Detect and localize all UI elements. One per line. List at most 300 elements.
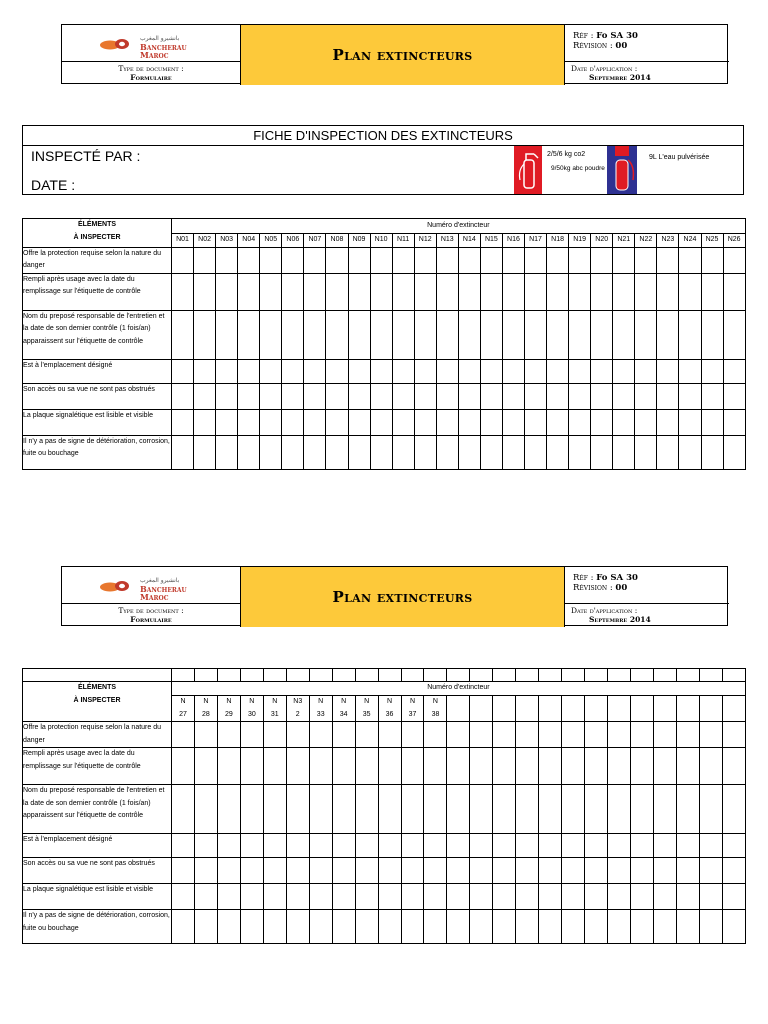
- check-cell[interactable]: [539, 910, 562, 944]
- check-cell[interactable]: [263, 884, 286, 910]
- blank-cell[interactable]: [263, 669, 286, 682]
- check-cell[interactable]: [613, 359, 635, 383]
- check-cell[interactable]: [240, 748, 263, 785]
- check-cell[interactable]: [217, 858, 240, 884]
- check-cell[interactable]: [722, 884, 745, 910]
- check-cell[interactable]: [585, 834, 608, 858]
- check-cell[interactable]: [378, 884, 401, 910]
- check-cell[interactable]: [585, 785, 608, 834]
- check-cell[interactable]: [326, 247, 348, 273]
- check-cell[interactable]: [401, 834, 424, 858]
- check-cell[interactable]: [447, 834, 470, 858]
- check-cell[interactable]: [194, 785, 217, 834]
- check-cell[interactable]: [194, 834, 217, 858]
- check-cell[interactable]: [679, 383, 701, 409]
- check-cell[interactable]: [348, 310, 370, 359]
- check-cell[interactable]: [348, 435, 370, 469]
- check-cell[interactable]: [309, 910, 332, 944]
- blank-cell[interactable]: [699, 669, 722, 682]
- check-cell[interactable]: [348, 359, 370, 383]
- check-cell[interactable]: [436, 383, 458, 409]
- blank-cell[interactable]: [355, 669, 378, 682]
- check-cell[interactable]: [414, 359, 436, 383]
- check-cell[interactable]: [216, 383, 238, 409]
- check-cell[interactable]: [547, 383, 569, 409]
- check-cell[interactable]: [679, 273, 701, 310]
- blank-cell[interactable]: [332, 669, 355, 682]
- check-cell[interactable]: [304, 247, 326, 273]
- check-cell[interactable]: [401, 884, 424, 910]
- check-cell[interactable]: [723, 359, 745, 383]
- check-cell[interactable]: [539, 748, 562, 785]
- check-cell[interactable]: [172, 247, 194, 273]
- check-cell[interactable]: [263, 722, 286, 748]
- check-cell[interactable]: [635, 359, 657, 383]
- check-cell[interactable]: [585, 910, 608, 944]
- blank-cell[interactable]: [676, 669, 699, 682]
- check-cell[interactable]: [378, 834, 401, 858]
- blank-cell[interactable]: [516, 669, 539, 682]
- check-cell[interactable]: [263, 785, 286, 834]
- check-cell[interactable]: [631, 785, 654, 834]
- check-cell[interactable]: [635, 435, 657, 469]
- check-cell[interactable]: [282, 383, 304, 409]
- check-cell[interactable]: [613, 409, 635, 435]
- blank-cell[interactable]: [401, 669, 424, 682]
- check-cell[interactable]: [585, 858, 608, 884]
- check-cell[interactable]: [525, 435, 547, 469]
- check-cell[interactable]: [470, 884, 493, 910]
- check-cell[interactable]: [502, 273, 524, 310]
- check-cell[interactable]: [309, 834, 332, 858]
- check-cell[interactable]: [447, 785, 470, 834]
- check-cell[interactable]: [654, 785, 677, 834]
- check-cell[interactable]: [172, 834, 195, 858]
- check-cell[interactable]: [539, 858, 562, 884]
- check-cell[interactable]: [631, 834, 654, 858]
- check-cell[interactable]: [240, 722, 263, 748]
- check-cell[interactable]: [631, 748, 654, 785]
- check-cell[interactable]: [260, 409, 282, 435]
- check-cell[interactable]: [676, 858, 699, 884]
- check-cell[interactable]: [378, 748, 401, 785]
- check-cell[interactable]: [654, 910, 677, 944]
- check-cell[interactable]: [355, 748, 378, 785]
- check-cell[interactable]: [240, 910, 263, 944]
- blank-cell[interactable]: [309, 669, 332, 682]
- check-cell[interactable]: [591, 310, 613, 359]
- check-cell[interactable]: [326, 310, 348, 359]
- check-cell[interactable]: [172, 359, 194, 383]
- check-cell[interactable]: [194, 383, 216, 409]
- check-cell[interactable]: [355, 834, 378, 858]
- check-cell[interactable]: [332, 858, 355, 884]
- check-cell[interactable]: [676, 785, 699, 834]
- check-cell[interactable]: [480, 359, 502, 383]
- check-cell[interactable]: [502, 383, 524, 409]
- check-cell[interactable]: [194, 884, 217, 910]
- check-cell[interactable]: [608, 834, 631, 858]
- check-cell[interactable]: [547, 273, 569, 310]
- check-cell[interactable]: [608, 748, 631, 785]
- check-cell[interactable]: [194, 310, 216, 359]
- check-cell[interactable]: [502, 359, 524, 383]
- check-cell[interactable]: [613, 247, 635, 273]
- check-cell[interactable]: [326, 409, 348, 435]
- check-cell[interactable]: [480, 409, 502, 435]
- check-cell[interactable]: [525, 273, 547, 310]
- check-cell[interactable]: [309, 748, 332, 785]
- blank-cell[interactable]: [217, 669, 240, 682]
- check-cell[interactable]: [238, 273, 260, 310]
- check-cell[interactable]: [370, 435, 392, 469]
- check-cell[interactable]: [370, 383, 392, 409]
- check-cell[interactable]: [194, 722, 217, 748]
- check-cell[interactable]: [480, 310, 502, 359]
- check-cell[interactable]: [569, 435, 591, 469]
- check-cell[interactable]: [657, 359, 679, 383]
- check-cell[interactable]: [355, 722, 378, 748]
- blank-cell[interactable]: [562, 669, 585, 682]
- check-cell[interactable]: [654, 748, 677, 785]
- check-cell[interactable]: [458, 310, 480, 359]
- check-cell[interactable]: [657, 409, 679, 435]
- check-cell[interactable]: [414, 310, 436, 359]
- check-cell[interactable]: [480, 273, 502, 310]
- check-cell[interactable]: [722, 785, 745, 834]
- check-cell[interactable]: [701, 273, 723, 310]
- check-cell[interactable]: [591, 383, 613, 409]
- check-cell[interactable]: [723, 273, 745, 310]
- check-cell[interactable]: [309, 884, 332, 910]
- check-cell[interactable]: [304, 273, 326, 310]
- check-cell[interactable]: [392, 409, 414, 435]
- check-cell[interactable]: [282, 247, 304, 273]
- check-cell[interactable]: [635, 383, 657, 409]
- check-cell[interactable]: [392, 273, 414, 310]
- check-cell[interactable]: [240, 884, 263, 910]
- check-cell[interactable]: [240, 785, 263, 834]
- check-cell[interactable]: [238, 359, 260, 383]
- check-cell[interactable]: [547, 247, 569, 273]
- check-cell[interactable]: [172, 722, 195, 748]
- check-cell[interactable]: [401, 748, 424, 785]
- check-cell[interactable]: [217, 785, 240, 834]
- check-cell[interactable]: [562, 884, 585, 910]
- check-cell[interactable]: [263, 834, 286, 858]
- check-cell[interactable]: [172, 785, 195, 834]
- check-cell[interactable]: [447, 722, 470, 748]
- check-cell[interactable]: [525, 359, 547, 383]
- check-cell[interactable]: [631, 884, 654, 910]
- check-cell[interactable]: [424, 748, 447, 785]
- check-cell[interactable]: [392, 310, 414, 359]
- check-cell[interactable]: [470, 910, 493, 944]
- check-cell[interactable]: [332, 748, 355, 785]
- check-cell[interactable]: [470, 785, 493, 834]
- check-cell[interactable]: [493, 722, 516, 748]
- check-cell[interactable]: [414, 247, 436, 273]
- check-cell[interactable]: [355, 785, 378, 834]
- check-cell[interactable]: [657, 383, 679, 409]
- blank-cell[interactable]: [194, 669, 217, 682]
- check-cell[interactable]: [194, 910, 217, 944]
- check-cell[interactable]: [569, 247, 591, 273]
- check-cell[interactable]: [608, 722, 631, 748]
- check-cell[interactable]: [332, 884, 355, 910]
- blank-cell[interactable]: [447, 669, 470, 682]
- check-cell[interactable]: [502, 409, 524, 435]
- check-cell[interactable]: [436, 273, 458, 310]
- check-cell[interactable]: [414, 383, 436, 409]
- check-cell[interactable]: [378, 910, 401, 944]
- blank-cell[interactable]: [493, 669, 516, 682]
- check-cell[interactable]: [263, 910, 286, 944]
- check-cell[interactable]: [172, 383, 194, 409]
- check-cell[interactable]: [722, 748, 745, 785]
- check-cell[interactable]: [569, 273, 591, 310]
- check-cell[interactable]: [470, 858, 493, 884]
- check-cell[interactable]: [370, 273, 392, 310]
- check-cell[interactable]: [282, 273, 304, 310]
- check-cell[interactable]: [401, 785, 424, 834]
- check-cell[interactable]: [370, 247, 392, 273]
- check-cell[interactable]: [348, 383, 370, 409]
- check-cell[interactable]: [657, 435, 679, 469]
- check-cell[interactable]: [679, 435, 701, 469]
- check-cell[interactable]: [722, 834, 745, 858]
- check-cell[interactable]: [547, 359, 569, 383]
- check-cell[interactable]: [502, 247, 524, 273]
- check-cell[interactable]: [401, 722, 424, 748]
- check-cell[interactable]: [194, 247, 216, 273]
- check-cell[interactable]: [216, 247, 238, 273]
- check-cell[interactable]: [631, 722, 654, 748]
- check-cell[interactable]: [723, 310, 745, 359]
- check-cell[interactable]: [516, 884, 539, 910]
- check-cell[interactable]: [309, 785, 332, 834]
- check-cell[interactable]: [585, 722, 608, 748]
- check-cell[interactable]: [701, 247, 723, 273]
- blank-cell[interactable]: [470, 669, 493, 682]
- check-cell[interactable]: [676, 884, 699, 910]
- check-cell[interactable]: [216, 435, 238, 469]
- check-cell[interactable]: [525, 310, 547, 359]
- check-cell[interactable]: [635, 273, 657, 310]
- check-cell[interactable]: [458, 409, 480, 435]
- check-cell[interactable]: [282, 409, 304, 435]
- check-cell[interactable]: [326, 383, 348, 409]
- check-cell[interactable]: [172, 273, 194, 310]
- check-cell[interactable]: [436, 409, 458, 435]
- blank-cell[interactable]: [722, 669, 745, 682]
- check-cell[interactable]: [631, 858, 654, 884]
- check-cell[interactable]: [502, 310, 524, 359]
- check-cell[interactable]: [654, 858, 677, 884]
- check-cell[interactable]: [676, 722, 699, 748]
- check-cell[interactable]: [436, 310, 458, 359]
- check-cell[interactable]: [286, 884, 309, 910]
- check-cell[interactable]: [547, 409, 569, 435]
- check-cell[interactable]: [701, 435, 723, 469]
- blank-cell[interactable]: [378, 669, 401, 682]
- check-cell[interactable]: [569, 359, 591, 383]
- check-cell[interactable]: [424, 858, 447, 884]
- check-cell[interactable]: [657, 273, 679, 310]
- check-cell[interactable]: [194, 359, 216, 383]
- check-cell[interactable]: [424, 785, 447, 834]
- check-cell[interactable]: [608, 858, 631, 884]
- check-cell[interactable]: [723, 435, 745, 469]
- check-cell[interactable]: [493, 748, 516, 785]
- check-cell[interactable]: [309, 858, 332, 884]
- check-cell[interactable]: [657, 310, 679, 359]
- check-cell[interactable]: [654, 722, 677, 748]
- check-cell[interactable]: [332, 910, 355, 944]
- check-cell[interactable]: [613, 273, 635, 310]
- check-cell[interactable]: [679, 247, 701, 273]
- check-cell[interactable]: [516, 785, 539, 834]
- blank-cell[interactable]: [286, 669, 309, 682]
- check-cell[interactable]: [263, 748, 286, 785]
- check-cell[interactable]: [525, 247, 547, 273]
- check-cell[interactable]: [172, 748, 195, 785]
- check-cell[interactable]: [378, 858, 401, 884]
- check-cell[interactable]: [332, 722, 355, 748]
- check-cell[interactable]: [516, 858, 539, 884]
- check-cell[interactable]: [194, 435, 216, 469]
- check-cell[interactable]: [282, 310, 304, 359]
- check-cell[interactable]: [447, 910, 470, 944]
- check-cell[interactable]: [378, 785, 401, 834]
- check-cell[interactable]: [608, 884, 631, 910]
- check-cell[interactable]: [238, 247, 260, 273]
- check-cell[interactable]: [240, 834, 263, 858]
- check-cell[interactable]: [699, 834, 722, 858]
- check-cell[interactable]: [679, 310, 701, 359]
- check-cell[interactable]: [569, 310, 591, 359]
- check-cell[interactable]: [392, 383, 414, 409]
- check-cell[interactable]: [591, 247, 613, 273]
- check-cell[interactable]: [216, 273, 238, 310]
- check-cell[interactable]: [679, 409, 701, 435]
- check-cell[interactable]: [447, 858, 470, 884]
- check-cell[interactable]: [699, 910, 722, 944]
- check-cell[interactable]: [217, 910, 240, 944]
- check-cell[interactable]: [286, 748, 309, 785]
- check-cell[interactable]: [401, 910, 424, 944]
- check-cell[interactable]: [309, 722, 332, 748]
- blank-cell[interactable]: [424, 669, 447, 682]
- check-cell[interactable]: [493, 910, 516, 944]
- check-cell[interactable]: [569, 383, 591, 409]
- check-cell[interactable]: [286, 834, 309, 858]
- check-cell[interactable]: [216, 310, 238, 359]
- check-cell[interactable]: [332, 834, 355, 858]
- check-cell[interactable]: [326, 273, 348, 310]
- check-cell[interactable]: [723, 409, 745, 435]
- check-cell[interactable]: [217, 834, 240, 858]
- check-cell[interactable]: [676, 748, 699, 785]
- check-cell[interactable]: [260, 247, 282, 273]
- check-cell[interactable]: [424, 910, 447, 944]
- check-cell[interactable]: [414, 435, 436, 469]
- check-cell[interactable]: [260, 273, 282, 310]
- check-cell[interactable]: [699, 785, 722, 834]
- check-cell[interactable]: [562, 910, 585, 944]
- blank-cell[interactable]: [172, 669, 195, 682]
- check-cell[interactable]: [516, 748, 539, 785]
- check-cell[interactable]: [378, 722, 401, 748]
- check-cell[interactable]: [238, 310, 260, 359]
- check-cell[interactable]: [654, 884, 677, 910]
- check-cell[interactable]: [480, 435, 502, 469]
- check-cell[interactable]: [286, 910, 309, 944]
- check-cell[interactable]: [172, 310, 194, 359]
- check-cell[interactable]: [304, 435, 326, 469]
- check-cell[interactable]: [194, 858, 217, 884]
- check-cell[interactable]: [172, 910, 195, 944]
- check-cell[interactable]: [260, 310, 282, 359]
- check-cell[interactable]: [562, 858, 585, 884]
- check-cell[interactable]: [547, 310, 569, 359]
- check-cell[interactable]: [493, 785, 516, 834]
- check-cell[interactable]: [194, 748, 217, 785]
- check-cell[interactable]: [238, 409, 260, 435]
- check-cell[interactable]: [502, 435, 524, 469]
- check-cell[interactable]: [217, 884, 240, 910]
- check-cell[interactable]: [392, 247, 414, 273]
- check-cell[interactable]: [470, 722, 493, 748]
- blank-cell[interactable]: [608, 669, 631, 682]
- check-cell[interactable]: [392, 359, 414, 383]
- check-cell[interactable]: [436, 359, 458, 383]
- check-cell[interactable]: [676, 834, 699, 858]
- blank-cell[interactable]: [240, 669, 263, 682]
- check-cell[interactable]: [657, 247, 679, 273]
- check-cell[interactable]: [348, 247, 370, 273]
- check-cell[interactable]: [447, 748, 470, 785]
- check-cell[interactable]: [722, 858, 745, 884]
- check-cell[interactable]: [326, 435, 348, 469]
- check-cell[interactable]: [562, 834, 585, 858]
- check-cell[interactable]: [436, 435, 458, 469]
- check-cell[interactable]: [480, 383, 502, 409]
- check-cell[interactable]: [525, 409, 547, 435]
- check-cell[interactable]: [613, 435, 635, 469]
- check-cell[interactable]: [401, 858, 424, 884]
- check-cell[interactable]: [613, 383, 635, 409]
- check-cell[interactable]: [286, 858, 309, 884]
- check-cell[interactable]: [370, 359, 392, 383]
- check-cell[interactable]: [654, 834, 677, 858]
- check-cell[interactable]: [480, 247, 502, 273]
- check-cell[interactable]: [676, 910, 699, 944]
- check-cell[interactable]: [608, 910, 631, 944]
- check-cell[interactable]: [424, 722, 447, 748]
- check-cell[interactable]: [585, 884, 608, 910]
- check-cell[interactable]: [591, 359, 613, 383]
- check-cell[interactable]: [493, 884, 516, 910]
- check-cell[interactable]: [493, 834, 516, 858]
- check-cell[interactable]: [470, 748, 493, 785]
- check-cell[interactable]: [562, 785, 585, 834]
- check-cell[interactable]: [699, 884, 722, 910]
- check-cell[interactable]: [591, 435, 613, 469]
- check-cell[interactable]: [516, 910, 539, 944]
- check-cell[interactable]: [458, 359, 480, 383]
- check-cell[interactable]: [701, 359, 723, 383]
